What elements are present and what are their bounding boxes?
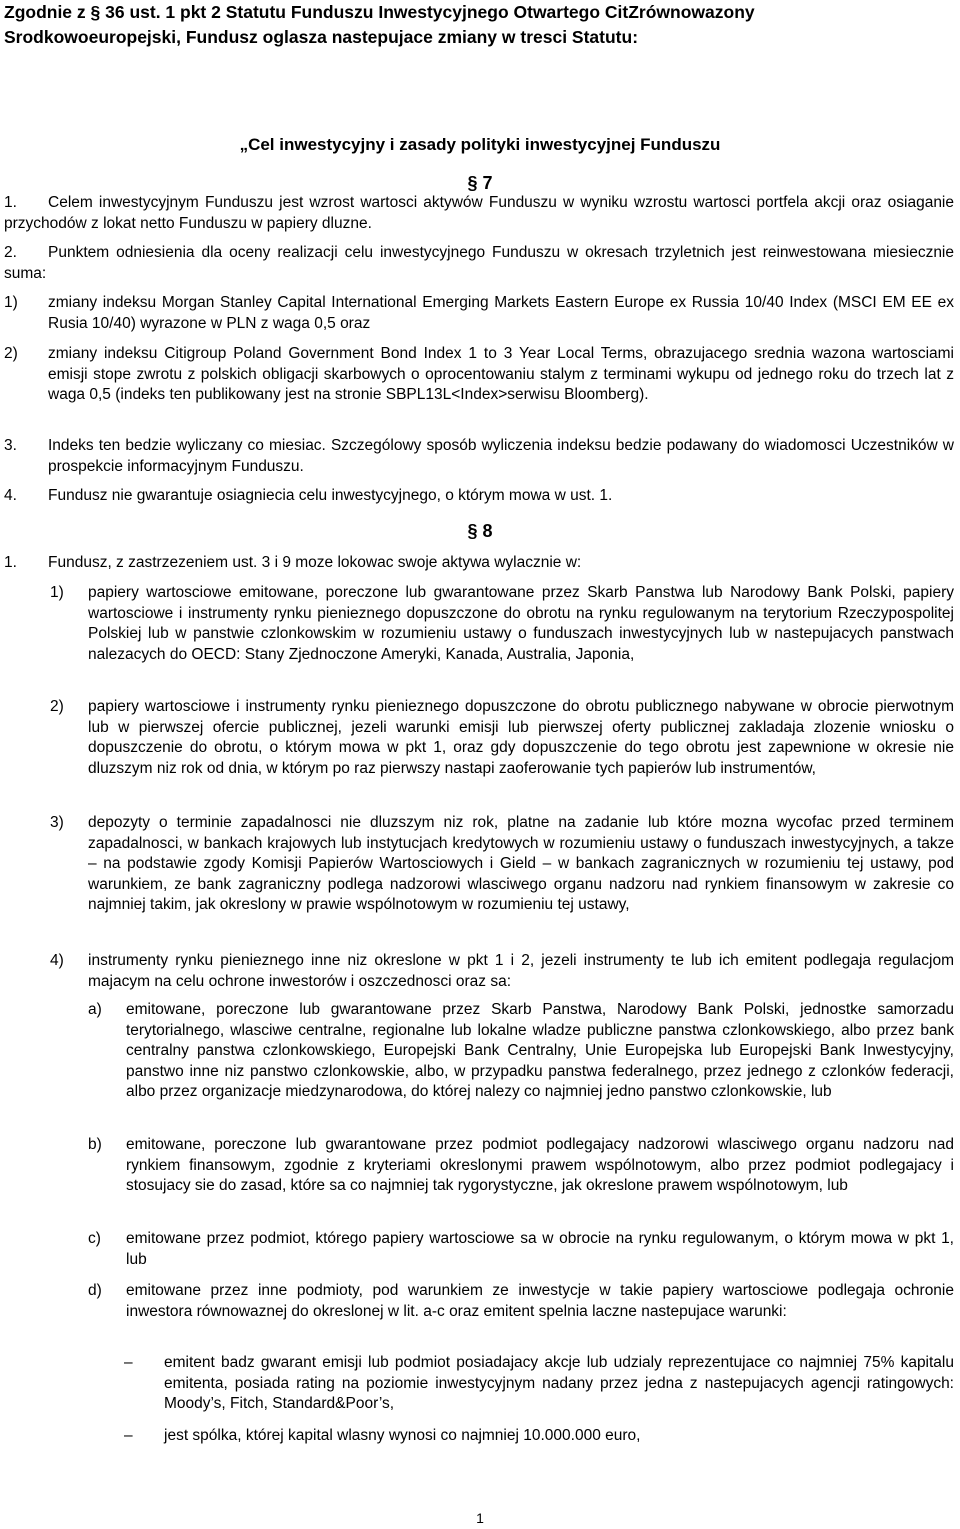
list-letter: c)	[88, 1230, 101, 1247]
s8-item-4-a-text: emitowane, poreczone lub gwarantowane przez Skarb Panstwa, Narodowy Bank Polski, jednostke samorzadu terytorialnego, wlasciwe centralne, regionalne lub lokalne wladze publiczne panstwa czlonkowskiego, albo przez bank centralny panstwa czlonkowskiego, Europejski Bank Centralny, Unie Europejska lub Europejski Bank Inwestycyjny, panstwo inne niz panstwo czlonkowskie, albo, w przypadku panstwa federalnego, przez jednego z czlonków federacji, albo przez organizacje miedzynarodowa, do której nalezy co najmniej jedno panstwo czlonkowskie, lub	[126, 1001, 954, 1100]
s7-point-2-sub-2	[4, 344, 954, 406]
list-number: 1.	[4, 194, 17, 211]
list-number: 4.	[4, 487, 17, 504]
s7-point-1-text: Celem inwestycyjnym Funduszu jest wzrost wartosci aktywów Funduszu w wyniku wzrostu wartosci portfela akcji oraz osiaganie przychodów z lokat netto Funduszu w papiery dluzne.	[4, 194, 954, 232]
s7-point-2-sub-1-text: zmiany indeksu Morgan Stanley Capital International Emerging Markets Eastern Europe ex Russia 10/40 Index (MSCI EM EE ex Rusia 10/40) wyrazone w PLN z waga 0,5 oraz	[48, 294, 954, 332]
list-number: 1)	[50, 584, 64, 601]
s8-item-4-b-text: emitowane, poreczone lub gwarantowane przez podmiot podlegajacy nadzorowi wlasciwego organu nadzoru nad rynkiem finansowym, zgodnie z kryteriami okreslonymi prawem wspólnotowym, albo przez podmiot podlegajacy i stosujacy sie do zasad, które sa co najmniej tak rygorystyczne, jak okreslone prawem wspólnotowym, lub	[126, 1136, 954, 1194]
s7-point-2-text: Punktem odniesienia dla oceny realizacji celu inwestycyjnego Funduszu w okresach trzyletnich jest reinwestowana miesiecznie suma:	[4, 244, 954, 282]
list-number: 2.	[4, 244, 17, 261]
s8-point-1-text: Fundusz, z zastrzezeniem ust. 3 i 9 moze lokowac swoje aktywa wylacznie w:	[48, 554, 582, 571]
list-number: 3.	[4, 437, 17, 454]
s8-item-2-text: papiery wartosciowe i instrumenty rynku pienieznego dopuszczone do obrotu publicznego nabywane w obrocie pierwotnym lub w pierwszej ofercie publicznej, jezeli warunki emisji lub pierwszej oferty publicznej zakladaja zlozenie wniosku o dopuszczenie do obrotu, o którym mowa w pkt 1, oraz gdy dopuszczenie do tego obrotu jest zapewnione w okresie nie dluzszym niz rok od dnia, w którym po raz pierwszy nastapi zaoferowanie tych papierów lub instrumentów,	[88, 698, 954, 777]
s8-dash-item-2	[124, 1426, 954, 1447]
s8-item-4-d	[88, 1281, 954, 1322]
dash-bullet: –	[124, 1427, 133, 1444]
s7-point-3-text: Indeks ten bedzie wyliczany co miesiac. Szczególowy sposób wyliczenia indeksu bedzie podawany do wiadomosci Uczestników w prospekcie informacyjnym Funduszu.	[48, 437, 954, 475]
s7-point-3	[4, 436, 954, 477]
list-letter: a)	[88, 1001, 102, 1018]
s7-point-2	[4, 243, 954, 284]
s8-item-4-d-text: emitowane przez inne podmioty, pod warunkiem ze inwestycje w takie papiery wartosciowe podlegaja ochronie inwestora równowaznej do okreslonej w lit. a-c oraz emitent spelnia laczne nastepujace warunki:	[126, 1282, 954, 1320]
list-number: 3)	[50, 814, 64, 831]
s8-item-4-c	[88, 1229, 954, 1270]
s8-item-1-text: papiery wartosciowe emitowane, poreczone lub gwarantowane przez Skarb Panstwa lub Narodowy Bank Polski, papiery wartosciowe i instrumenty rynku pienieznego dopuszczone do obrotu na rynku regulowanym na terytorium Rzeczypospolitej Polskiej lub w panstwie czlonkowskim w rozumieniu ustawy o funduszach inwestycyjnych lub w nastepujacych panstwach nalezacych do OECD: Stany Zjednoczone Ameryki, Kanada, Australia, Japonia,	[88, 584, 954, 663]
s7-point-2-sub-2-text: zmiany indeksu Citigroup Poland Government Bond Index 1 to 3 Year Local Terms, obrazujacego srednia wazona wartosciami emisji stope zwrotu z polskich obligacji skarbowych o oprocentowaniu stalym z terminami wykupu od jednego roku do trzech lat z waga 0,5 (indeks ten publikowany jest na stronie SBPL13L<Index>serwisu Bloomberg).	[48, 345, 954, 403]
chapter-title: „Cel inwestycyjny i zasady polityki inwestycyjnej Funduszu	[239, 135, 721, 154]
header-line-2: Srodkowoeuropejski, Fundusz oglasza nastepujace zmiany w tresci Statutu:	[4, 27, 639, 47]
s8-item-2	[50, 697, 954, 779]
s8-item-4-text: instrumenty rynku pienieznego inne niz okreslone w pkt 1 i 2, jezeli instrumenty te lub ich emitent podlegaja regulacjom majacym na celu ochrone inwestorów i oszczednosci oraz sa:	[88, 952, 954, 990]
s8-item-4-b	[88, 1135, 954, 1197]
s7-point-4	[4, 486, 954, 507]
list-letter: b)	[88, 1136, 102, 1153]
s8-item-3-text: depozyty o terminie zapadalnosci nie dluzszym niz rok, platne na zadanie lub które mozna wycofac przed terminem zapadalnosci, w bankach krajowych lub instytucjach kredytowych w rozumieniu ustawy o funduszach inwestycyjnych, a takze – na podstawie zgody Komisji Papierów Wartosciowych i Gield – w bankach zagranicznych w rozumieniu tej ustawy, pod warunkiem, ze bank zagraniczny podlega nadzorowi wlasciwego organu nadzoru nad rynkiem finansowym w zakresie co najmniej takim, jak okreslony w prawie wspólnotowym w rozumieniu tej ustawy,	[88, 814, 954, 913]
s8-item-4	[50, 951, 954, 992]
announcement-header	[4, 0, 956, 50]
s8-item-4-c-text: emitowane przez podmiot, którego papiery wartosciowe sa w obrocie na rynku regulowanym, o którym mowa w pkt 1, lub	[126, 1230, 954, 1268]
s7-point-4-text: Fundusz nie gwarantuje osiagniecia celu inwestycyjnego, o którym mowa w ust. 1.	[48, 487, 613, 504]
list-number: 1)	[4, 294, 18, 311]
header-line-1: Zgodnie z § 36 ust. 1 pkt 2 Statutu Funduszu Inwestycyjnego Otwartego CitZrównowazony	[4, 2, 755, 22]
s8-item-4-a	[88, 1000, 954, 1103]
s8-item-1	[50, 583, 954, 665]
dash-bullet: –	[124, 1354, 133, 1371]
page-number: 1	[476, 1510, 484, 1526]
s7-point-1-text-wrap	[4, 193, 954, 234]
s7-point-2-sub-1	[4, 293, 954, 334]
s8-dash-item-1	[124, 1353, 954, 1415]
list-letter: d)	[88, 1282, 102, 1299]
list-number: 4)	[50, 952, 64, 969]
s8-item-3	[50, 813, 954, 916]
s8-point-1	[4, 553, 954, 574]
paragraph-7-heading: § 7	[467, 173, 493, 193]
list-number: 2)	[50, 698, 64, 715]
list-number: 1.	[4, 554, 17, 571]
s8-dash-item-1-text: emitent badz gwarant emisji lub podmiot posiadajacy akcje lub udzialy reprezentujace co najmniej 75% kapitalu emitenta, posiada rating na poziomie inwestycyjnym nadany przez jedna z nastepujacych agencji ratingowych: Moody’s, Fitch, Standard&Poor’s,	[164, 1354, 954, 1412]
paragraph-8-heading: § 8	[467, 521, 493, 541]
s8-dash-item-2-text: jest spólka, której kapital wlasny wynosi co najmniej 10.000.000 euro,	[164, 1427, 641, 1444]
list-number: 2)	[4, 345, 18, 362]
